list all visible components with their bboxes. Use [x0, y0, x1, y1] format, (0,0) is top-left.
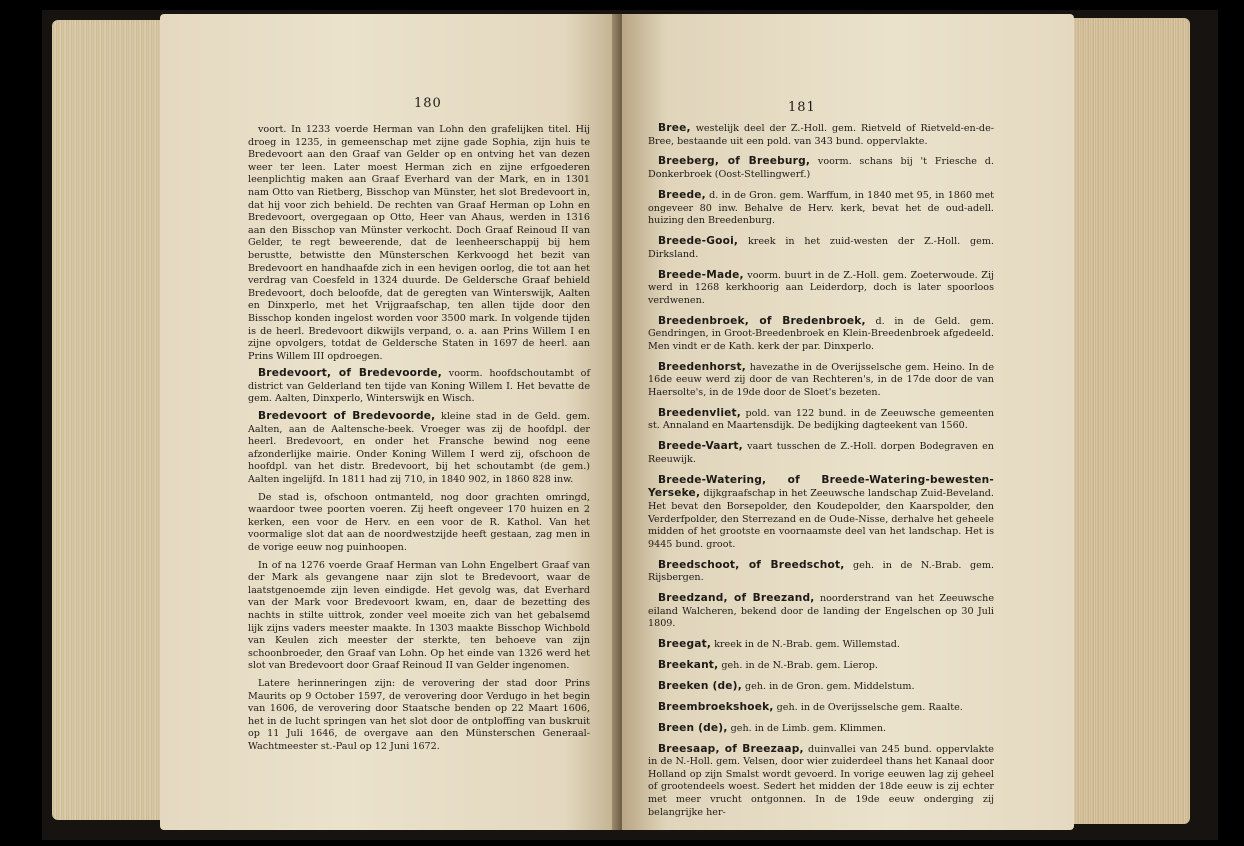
entry-body: voorm. buurt in de Z.-Holl. gem. Zoeterwoude. Zij werd in 1268 kerkhoorig aan Leiderdorp, doch is later spoorloos verdwenen.: [648, 269, 994, 306]
dictionary-entry: [648, 474, 994, 552]
entry-term: Bredevoort, of Bredevoorde,: [258, 367, 442, 380]
entry-term: Breedschoot, of Breedschot,: [658, 558, 845, 571]
dictionary-entry: [648, 440, 994, 466]
entry-body: geh. in de Overijsselsche gem. Raalte.: [773, 701, 963, 713]
entry-body: voorm. schans bij 't Friesche d. Donkerbroek (Oost-Stellingwerf.): [648, 156, 994, 181]
dictionary-entry: [648, 189, 994, 228]
entry-body: pold. van 122 bund. in de Zeeuwsche gemeenten st. Annaland en Maartensdijk. De bedijking dagteekent van 1560.: [648, 407, 994, 432]
entry-body: westelijk deel der Z.-Holl. gem. Rietveld of Rietveld-en-de-Bree, bestaande uit een pold. van 343 bund. oppervlakte.: [648, 123, 994, 147]
paragraph: [248, 559, 590, 673]
right-page-text: [648, 122, 994, 826]
entry-term: Breembroekshoek,: [658, 700, 774, 713]
dictionary-entry: [648, 315, 994, 354]
entry-term: Breegat,: [658, 638, 712, 651]
dictionary-entry: [648, 269, 994, 308]
paragraph: [248, 491, 590, 555]
entry-body: noorderstrand van het Zeeuwsche eiland Walcheren, bekend door de landing der Engelschen op 30 Juli 1809.: [648, 593, 994, 630]
entry-body: geh. in de N.-Brab. gem. Rijsbergen.: [648, 559, 994, 584]
entry-body: voorm. hoofdschoutambt of district van Gelderland ten tijde van Koning Willem I. Het bevatte de gem. Aalten, Dinxperlo, Winterswijk en Wisch.: [248, 368, 591, 405]
entry-body: De stad is, ofschoon ontmanteld, nog door grachten omringd, waardoor twee poorten voeren. Zij heeft ongeveer 170 huizen en 2 kerken, een voor de Herv. en een voor de R. Kathol. Van het voormalige slot dat aan de noordwestzijde heeft gestaan, zag men in de vorige eeuw nog puinhoopen.: [248, 491, 590, 553]
entry-body: duinvallei van 245 bund. oppervlakte in de N.-Holl. gem. Velsen, door wier zuiderdeel thans het Kanaal door Holland op zijn Smalst wordt gevoerd. In vorige eeuwen lag zij geheel of grootendeels woest. Sedert het midden der 18de eeuw is zij echter met meer vrucht ontgonnen. In de 19de eeuw onderging zij belangrijke her-: [648, 743, 994, 818]
entry-body: geh. in de N.-Brab. gem. Lierop.: [718, 660, 878, 672]
left-page-edges: [52, 20, 162, 820]
dictionary-entry: [648, 592, 994, 631]
dictionary-entry: [648, 659, 994, 673]
entry-term: Breede-Gooi,: [658, 235, 739, 248]
entry-term: Breedenhorst,: [658, 360, 747, 373]
right-page: [622, 14, 1074, 830]
dictionary-entry: [648, 361, 994, 400]
entry-term: Breeberg, of Breeburg,: [658, 155, 811, 168]
entry-term: Breede-Vaart,: [658, 440, 743, 453]
right-page-number: 181: [788, 100, 816, 115]
entry-body: geh. in de Limb. gem. Klimmen.: [727, 722, 887, 734]
entry-body: d. in de Geld. gem. Gendringen, in Groot-Breedenbroek en Klein-Breedenbroek afgedeeld. Men vindt er de Kath. kerk der par. Dinxperlo.: [648, 315, 994, 352]
entry-body: d. in de Gron. gem. Warffum, in 1840 met 95, in 1860 met ongeveer 80 inw. Behalve de Herv. kerk, bevat het de oud-adell. huizing den Breedenburg.: [648, 189, 994, 227]
dictionary-entry: [648, 559, 994, 585]
dictionary-entry: [648, 722, 994, 736]
entry-body: dijkgraafschap in het Zeeuwsche landschap Zuid-Beveland. Het bevat den Borsepolder, den Koudepolder, den Kaarspolder, den Verderfpolder, den Sterrezand en de Oude-Nisse, derhalve het geheele midden of het grootste en voornaamste deel van het landschap. Het is 9445 bund. groot.: [648, 488, 994, 550]
paragraph: [248, 410, 590, 487]
paragraph: [248, 677, 590, 754]
dictionary-entry: [648, 743, 994, 820]
dictionary-entry: [648, 235, 994, 261]
entry-term: Bree,: [658, 122, 691, 134]
entry-term: Breedenvliet,: [658, 406, 742, 419]
dictionary-entry: [648, 122, 994, 148]
entry-term: Breesaap, of Breezaap,: [658, 742, 804, 755]
entry-term: Breekant,: [658, 659, 719, 672]
entry-body: kreek in het zuid-westen der Z.-Holl. gem. Dirksland.: [648, 236, 994, 260]
left-page-number: 180: [414, 96, 442, 111]
left-page: [160, 14, 620, 830]
right-page-edges: [1070, 18, 1190, 824]
dictionary-entry: [648, 155, 994, 181]
entry-term: Breedenbroek, of Bredenbroek,: [658, 314, 866, 327]
dictionary-entry: [648, 638, 994, 652]
dictionary-entry: [648, 680, 994, 694]
dictionary-entry: [648, 701, 994, 715]
entry-body: In of na 1276 voerde Graaf Herman van Lohn Engelbert Graaf van der Mark als gevangene naar zijn slot te Bredevoort, waar de laatstgenoemde zijn leven eindigde. Het gevolg was, dat Everhard van der Mark voor Bredevoort kwam, en, daar de bezetting des nachts in stilte uittrok, zonder veel moeite zich van het gebalsemd lijk zijns vaders meester maakte. In 1303 maakte Bisschop Wichbold van Keulen zich meester der sterkte, ten behoeve van zijn schoonbroeder, den Graaf van Lohn. Op het einde van 1326 werd het slot van Bredevoort door Graaf Reinoud II van Gelder ingenomen.: [248, 559, 590, 672]
entry-term: Breede,: [658, 188, 706, 201]
entry-body: vaart tusschen de Z.-Holl. dorpen Bodegraven en Reeuwijk.: [648, 441, 994, 465]
entry-body: havezathe in de Overijsselsche gem. Heino. In de 16de eeuw werd zij door de van Rechteren's, in de 17de door de van Haersolte's, in de 19de door de Sloet's bezeten.: [648, 361, 994, 398]
entry-term: Breen (de),: [658, 721, 728, 734]
entry-term: Breede-Watering, of Breede-Watering-bewesten-Yerseke,: [648, 473, 994, 500]
entry-term: Breedzand, of Breezand,: [658, 592, 815, 605]
paragraph: [248, 123, 590, 363]
entry-term: Breede-Made,: [658, 268, 744, 281]
paragraph: [248, 367, 590, 406]
left-page-text: [248, 123, 590, 758]
dictionary-entry: [648, 407, 994, 433]
entry-body: geh. in de Gron. gem. Middelstum.: [741, 680, 915, 692]
entry-term: Breeken (de),: [658, 679, 742, 692]
entry-term: Bredevoort of Bredevoorde,: [258, 410, 436, 423]
entry-body: Latere herinneringen zijn: de verovering der stad door Prins Maurits op 9 October 1597, de verovering door Verdugo in het begin van 1606, de verovering door Staatsche benden op 22 Maart 1606, het in de lucht springen van het slot door de ontploffing van buskruit op 11 Juli 1646, de overgave aan den Münsterschen Generaal-Wachtmeester st.-Paul op 12 Juni 1672.: [248, 677, 590, 752]
entry-body: voort. In 1233 voerde Herman van Lohn den grafelijken titel. Hij droeg in 1235, in gemeenschap met zijne gade Sophia, zijn huis te Bredevoort aan den Graaf van Gelder op en ontving het van dezen weer ter leen. Later moest Herman zich en zijne erfgoederen leenplichtig maken aan Graaf Everhard van der Mark, en in 1301 nam Otto van Rietberg, Bisschop van Münster, het slot Bredevoort in, dat hij voor zich behield. De rechten van Graaf Herman op Lohn en Bredevoort, overgegaan op Otto, Heer van Ahaus, werden in 1316 aan den Bisschop van Münster verkocht. Doch Graaf Reinoud II van Gelder, te regt beweerende, dat de leenheerschappij bij hem berustte, betwistte den Münsterschen Kerkvoogd het bezit van Bredevoort en handhaafde zich in een hevigen oorlog, die tot aan het verdrag van Coesfeld in 1324 duurde. De Geldersche Graaf behield Bredevoort, doch beloofde, dat de geregten van Winterswijk, Aalten en Dinxperlo, met het Vrijgraafschap, ten allen tijde door den Bisschop konden ingelost worden voor 3500 mark. In volgende tijden is de heerl. Bredevoort dikwijls verpand, o. a. aan Prins Willem I en zijne opvolgers, totdat de Geldersche Staten in 1697 de heerl. aan Prins Willem III opdroegen.: [248, 124, 590, 362]
entry-body: kleine stad in de Geld. gem. Aalten, aan de Aaltensche-beek. Vroeger was zij de hoofdpl. der heerl. Bredevoort, en onder het Fransche bewind nog eene afzonderlijke mairie. Onder Koning Willem I werd zij, ofschoon de hoofdpl. van het distr. Bredevoort, bij het schoutambt (de gem.) Aalten ingelijfd. In 1811 had zij 710, in 1840 902, in 1860 828 inw.: [248, 411, 590, 486]
entry-body: kreek in de N.-Brab. gem. Willemstad.: [711, 639, 900, 651]
